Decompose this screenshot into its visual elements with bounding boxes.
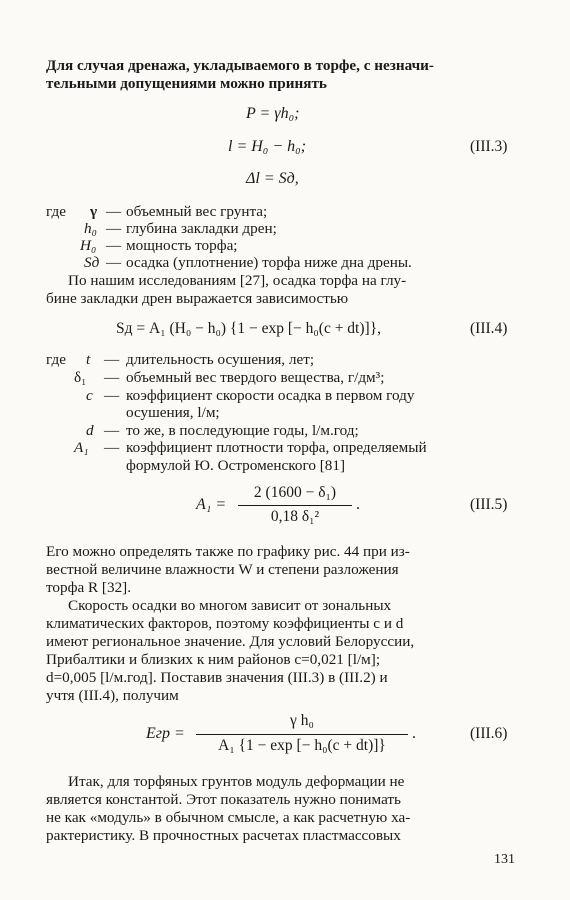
eq3-line-3: Δl = Sд, (246, 170, 299, 187)
para5-line-3: не как «модуль» в обычном смысле, а как расчетную ха- (46, 809, 411, 826)
where1-symbol-3: H₀ (80, 237, 97, 254)
eq3-line-2: l = H₀ − h₀; (228, 138, 307, 155)
eq6-trail: . (412, 725, 416, 742)
eq3-line-1: P = γh₀; (246, 105, 300, 122)
where2-symbol-5: A₁ (74, 439, 89, 456)
where2-lead: где (46, 351, 66, 368)
where1-symbol-2: h₀ (84, 220, 97, 237)
para4-line-6: учтя (III.4), получим (46, 687, 179, 704)
eq6-denominator: A₁ {1 − exp [− h₀(c + dt)]} (218, 737, 386, 754)
where2-dash-4: — (104, 422, 120, 439)
intro-line-1: Для случая дренажа, укладываемого в торфе, с незначи- (46, 57, 434, 74)
para5-line-1: Итак, для торфяных грунтов модуль деформации не (68, 773, 405, 790)
para2-line-1: По нашим исследованиям [27], осадка торфа на глу- (68, 272, 407, 289)
eq5-lhs: A₁ = (196, 496, 227, 513)
where2-dash-3: — (104, 387, 120, 404)
where2-symbol-1: t (86, 351, 91, 368)
where1-symbol-4: Sд (84, 254, 100, 271)
eq4-number: (III.4) (470, 320, 508, 337)
where2-dash-1: — (104, 351, 120, 368)
para4-line-4: Прибалтики и близких к ним районов c=0,021 [l/м]; (46, 651, 381, 668)
where2-def-3a: коэффициент скорости осадка в первом году (126, 387, 415, 404)
eq6-lhs: Eгр = (146, 725, 185, 742)
where1-symbol-1: γ (90, 203, 98, 220)
eq3-number: (III.3) (470, 138, 508, 155)
eq6-fraction-line (196, 734, 408, 735)
para4-line-1: Скорость осадки во многом зависит от зональных (68, 597, 392, 614)
para3-line-2: вестной величине влажности W и степени разложения (46, 561, 399, 578)
where1-def-4: осадка (уплотнение) торфа ниже дна дрены. (126, 254, 412, 271)
para5-line-2: является константой. Этот показатель нужно понимать (46, 791, 401, 808)
eq6-numerator: γ h₀ (290, 712, 314, 729)
where2-def-4: то же, в последующие годы, l/м.год; (126, 422, 359, 439)
where2-def-5b: формулой Ю. Остроменского [81] (126, 457, 346, 474)
para3-line-3: торфа R [32]. (46, 579, 132, 596)
where2-dash-5: — (104, 439, 120, 456)
page-number: 131 (494, 852, 515, 867)
para3-line-1: Его можно определять также по графику рис. 44 при из- (46, 543, 410, 560)
where1-def-3: мощность торфа; (126, 237, 238, 254)
where1-dash-2: — (106, 220, 122, 237)
eq4-formula: Sд = A₁ (H₀ − h₀) {1 − exp [− h₀(c + dt)]}, (116, 320, 382, 337)
where1-lead: где (46, 203, 66, 220)
para4-line-2: климатических факторов, поэтому коэффициенты c и d (46, 615, 404, 632)
where1-dash-4: — (106, 254, 122, 271)
where1-dash-3: — (106, 237, 122, 254)
para5-line-4: рактеристику. В прочностных расчетах пластмассовых (46, 827, 401, 844)
para4-line-5: d=0,005 [l/м.год]. Поставив значения (III.3) в (III.2) и (46, 669, 388, 686)
where2-symbol-4: d (86, 422, 94, 439)
eq5-denominator: 0,18 δ₁² (270, 508, 320, 525)
where1-def-2: глубина закладки дрен; (126, 220, 277, 237)
where1-dash-1: — (106, 203, 122, 220)
intro-line-2: тельными допущениями можно принять (46, 75, 327, 92)
where2-symbol-3: c (86, 387, 93, 404)
where2-def-1: длительность осушения, лет; (126, 351, 315, 368)
eq5-fraction-line (238, 505, 352, 506)
eq5-number: (III.5) (470, 496, 508, 513)
where2-dash-2: — (104, 369, 120, 386)
eq6-number: (III.6) (470, 725, 508, 742)
where2-def-5a: коэффициент плотности торфа, определяемый (126, 439, 427, 456)
para4-line-3: имеют региональное значение. Для условий Белоруссии, (46, 633, 415, 650)
where2-symbol-2: δ₁ (74, 369, 87, 386)
where2-def-3b: осушения, l/м; (126, 404, 220, 421)
para2-line-2: бине закладки дрен выражается зависимостью (46, 290, 349, 307)
where2-def-2: объемный вес твердого вещества, г/дм³; (126, 369, 385, 386)
eq5-trail: . (356, 496, 360, 513)
eq5-numerator: 2 (1600 − δ₁) (253, 484, 337, 501)
where1-def-1: объемный вес грунта; (126, 203, 268, 220)
